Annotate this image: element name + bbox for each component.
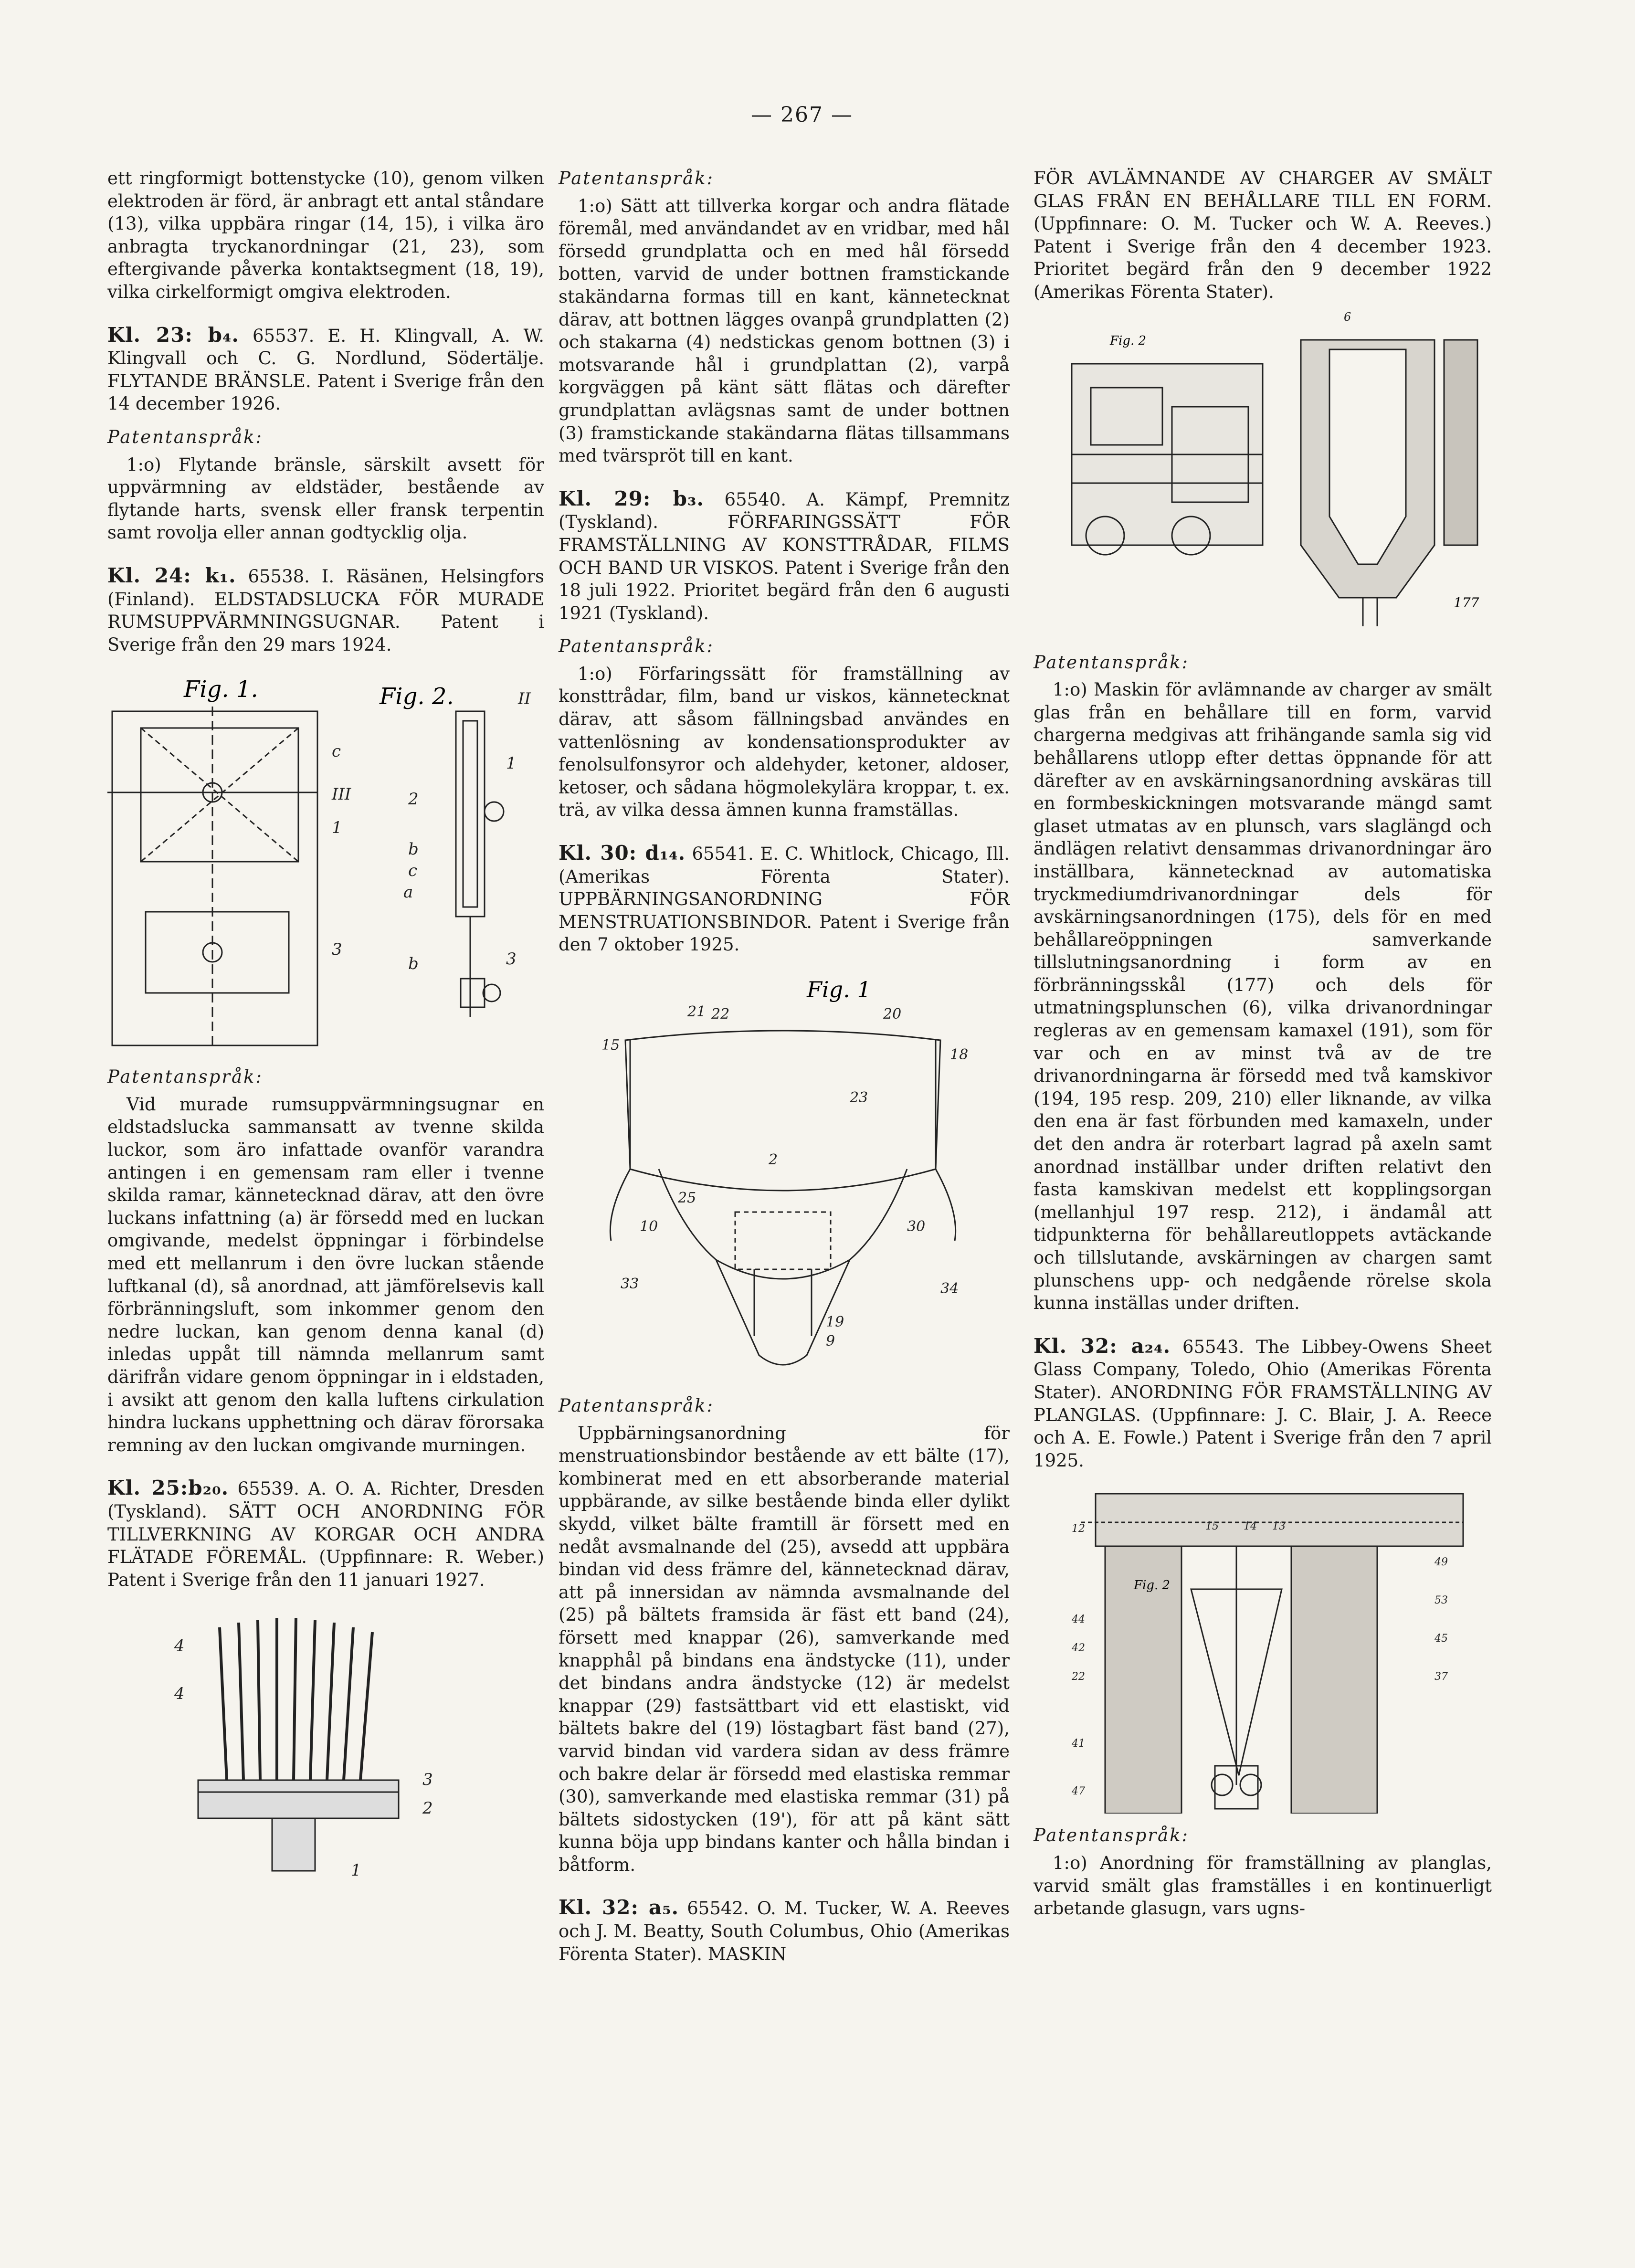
svg-text:12: 12: [1072, 1523, 1085, 1535]
svg-text:II: II: [518, 689, 531, 709]
svg-text:33: 33: [621, 1276, 639, 1292]
figure-stove-door: [107, 664, 544, 1055]
patent-heading: 65538. I. Räsänen, Helsingfors (Finland). ELDSTADSLUCKA FÖR MURADE RUMSUPPVÄRMNINGSUGNAR. Patent i Sverige från den 29 mars 1924.: [107, 566, 544, 655]
svg-text:3: 3: [506, 949, 517, 969]
fig-2-label: Fig. 2.: [380, 683, 454, 710]
furnace: [1081, 1494, 1463, 1814]
fig-callout: 6: [1344, 311, 1351, 324]
claims-label: Patentanspråk:: [559, 1395, 714, 1416]
claims-label: Patentanspråk:: [1034, 1825, 1189, 1846]
patent-heading: 65540. A. Kämpf, Premnitz (Tyskland). FÖRFARINGSSÄTT FÖR FRAMSTÄLLNING AV KONSTTRÅDAR, FILMS OCH BAND UR VISKOS. Patent i Sverige från den 18 juli 1922. Prioritet begärd från den 6 augusti 1921 (Tyskland).: [559, 489, 1010, 623]
svg-text:34: 34: [940, 1280, 959, 1297]
svg-text:2: 2: [408, 790, 419, 809]
patent-claim: Vid murade rumsuppvärmningsugnar en eldstadslucka sammansatt av tvenne skilda luckor, som äro infattade ovanför varandra antingen i en gemensam ram eller i tvenne skilda ramar, kännetecknad därav, att den övre luckans infattning (a) är försedd med en luckan omgivande, medelst öppningar i förbindelse med ett mellanrum i den övre luckan stående luftkanal (d), så anordnad, att jämförelsevis kall förbränningsluft, som inkommer genom den nedre luckan, kan genom denna kanal (d) inledas uppåt till nämnda mellanrum samt därifrån vidare genom öppningar in i eldstaden, i avsikt att genom den kalla luftens cirkulation hindra luckans upphettning och därav förorsaka remning av den luckan omgivande murningen.: [107, 1094, 544, 1456]
machine-right: [1301, 340, 1477, 626]
svg-text:4: 4: [174, 1636, 185, 1656]
fig-1-label: Fig. 1.: [184, 676, 258, 703]
machine-left: [1072, 364, 1263, 555]
stakes: [220, 1618, 372, 1780]
glass-machine-drawing: [1034, 311, 1492, 641]
svg-text:1: 1: [351, 1861, 361, 1880]
claims-label: Patentanspråk:: [1034, 652, 1189, 673]
figure-belt: [559, 964, 1010, 1384]
svg-text:18: 18: [950, 1046, 969, 1063]
figure-callouts: [331, 689, 531, 973]
base-plates: [198, 1780, 399, 1871]
column-2: [559, 167, 1010, 1965]
continued-claim: ett ringformigt bottenstycke (10), genom vilken elektroden är förd, är anbragt ett antal ståndare (13), vilka uppbära ringar (14, 15), i vilka äro anbragta tryckanordningar (21, 23), som eftergivande påverka kontaktsegment (18, 19), vilka cirkelformigt omgiva elektroden.: [107, 168, 544, 302]
fig-label: Fig. 2: [1110, 333, 1147, 348]
svg-text:2: 2: [422, 1799, 433, 1818]
claims-label: Patentanspråk:: [559, 168, 714, 189]
svg-text:10: 10: [640, 1218, 658, 1235]
patent-heading: 65539. A. O. A. Richter, Dresden (Tyskland). SÄTT OCH ANORDNING FÖR TILLVERKNING AV KORGAR OCH ANDRA FLÄTADE FÖREMÅL. (Uppfinnare: R. Weber.) Patent i Sverige från den 11 januari 1927.: [107, 1478, 544, 1590]
svg-text:9: 9: [826, 1333, 835, 1350]
class-code: Kl. 32: a₅.: [559, 1896, 679, 1920]
svg-text:41: 41: [1072, 1738, 1085, 1750]
svg-text:15: 15: [1205, 1520, 1219, 1533]
patent-heading: 65541. E. C. Whitlock, Chicago, Ill. (Amerikas Förenta Stater). UPPBÄRNINGSANORDNING FÖR MENSTRUATIONSBINDOR. Patent i Sverige från den 7 oktober 1925.: [559, 844, 1010, 955]
class-code: Kl. 23: b₄.: [107, 323, 240, 347]
patent-claim: 1:o) Maskin för avlämnande av charger av smält glas från en behållare till en form, varvid chargerna medgivas att frihängande samla sig vid behållarens utlopp efter dettas öppnande för att därefter av en avskärningsanordning avskäras till en formbeskickningen motsvarande mängd samt glaset utmatas av en plunsch, vars slaglängd och ändlägen relativt densammas drivanordningar äro inställbara, kännetecknad av automatiska tryckmediumdrivanordningar dels för avskärningsanordningen (175), dels för en med behållareöppningen samverkande tillslutningsanordning i form av en förbränningsskål (177) och dels för utmatningsplunschen (6), vilka drivanordningar regleras av en gemensam kamaxel (191), som för var och en av minst två av de tre drivanordningarna är försedd med två kamskivor (194, 195 resp. 209, 210) eller liknande, av vilka den ena är fast förbunden med kamaxeln, under det den andra är roterbart lagrad på axeln samt anordnad inställbar under driften relativt den fasta kamskivan medelst ett kopplingsorgan (mellanhjul 197 resp. 212), i ändamål att tidpunkterna för behållareutloppets avtäckande och tillslutande, avskärningen av chargen samt plunschens upp- och nedgående rörelse skola kunna inställas under driften.: [1034, 679, 1492, 1314]
fig-2-side-view: [456, 711, 504, 1017]
svg-text:a: a: [403, 883, 413, 902]
svg-text:23: 23: [850, 1089, 868, 1106]
figure-basket-weaving: [107, 1599, 544, 1885]
svg-text:20: 20: [883, 1006, 902, 1023]
patent-entry-65538: [107, 564, 544, 656]
svg-text:44: 44: [1072, 1614, 1085, 1626]
patent-claim: 1:o) Flytande bränsle, särskilt avsett för uppvärmning av eldstäder, bestående av flytande harts, svensk eller fransk terpentin samt rovolja eller annan godtycklig olja.: [107, 454, 544, 543]
svg-text:25: 25: [678, 1190, 696, 1206]
svg-text:53: 53: [1435, 1594, 1448, 1607]
patent-heading: 65543. The Libbey-Owens Sheet Glass Company, Toledo, Ohio (Amerikas Förenta Stater). ANORDNING FÖR FRAMSTÄLLNING AV PLANGLAS. (Uppfinnare: J. C. Blair, J. A. Reece och A. E. Fowle.) Patent i Sverige från den 7 april 1925.: [1034, 1336, 1492, 1471]
patent-claim: Uppbärningsanordning för menstruationsbindor bestående av ett bälte (17), kombinerat med en ett absorberande material uppbärande, av silke bestående binda eller dylikt skydd, vilket bälte framtill är försett med en nedåt avsmalnande del (25), avsedd att uppbära bindan vid dess främre del, kännetecknad därav, att på innersidan av nämnda avsmalnande del (25) på bältets framsida är fäst ett band (24), försett med knappar (26), samverkande med knapphål på bindans ena ändstycke (11), under det bindans andra ändstycke (12) är medelst knappar (29) fastsättbart vid ett elastiskt, vid bältets bakre del (19) löstagbart fäst band (27), varvid bindan vid vardera sidan av dess främre och bakre delar är försedd med elastiska remmar (30), samverkande med elastiska remmar (31) på bältets sidostycken (19'), för att på känt sätt kunna böja upp bindans kanter och hålla bindan i båtform.: [559, 1423, 1010, 1875]
plate-glass-drawing: [1034, 1479, 1492, 1814]
column-3: [1034, 167, 1492, 1920]
patent-entry-65537: [107, 324, 544, 415]
svg-text:49: 49: [1435, 1556, 1448, 1569]
svg-text:22: 22: [711, 1006, 730, 1023]
svg-text:19: 19: [826, 1314, 844, 1330]
svg-text:47: 47: [1072, 1785, 1085, 1798]
claims-label: Patentanspråk:: [107, 426, 263, 447]
continued-heading: FÖR AVLÄMNANDE AV CHARGER AV SMÄLT GLAS FRÅN EN BEHÅLLARE TILL EN FORM. (Uppfinnare: O. M. Tucker och W. A. Reeves.) Patent i Sverige från den 4 december 1923. Prioritet begärd från den 9 december 1922 (Amerikas Förenta Stater).: [1034, 168, 1492, 302]
page-number: — 267 —: [751, 103, 853, 127]
basket-drawing: [107, 1599, 544, 1885]
svg-text:15: 15: [601, 1037, 620, 1054]
svg-text:b: b: [408, 954, 419, 974]
patent-entry-65541: [559, 842, 1010, 956]
patent-heading: 65542. O. M. Tucker, W. A. Reeves och J. M. Beatty, South Columbus, Ohio (Amerikas Förenta Stater). MASKIN: [559, 1898, 1010, 1964]
class-code: Kl. 25:b₂₀.: [107, 1476, 229, 1500]
svg-text:14: 14: [1244, 1520, 1257, 1533]
figure-plate-glass: [1034, 1479, 1492, 1814]
patent-entry-65539: [107, 1477, 544, 1591]
class-code: Kl. 30: d₁₄.: [559, 841, 686, 865]
svg-text:b: b: [408, 840, 419, 859]
svg-text:3: 3: [422, 1770, 433, 1790]
svg-text:42: 42: [1072, 1642, 1085, 1655]
svg-text:c: c: [332, 742, 341, 761]
fig-1-front-view: [107, 707, 317, 1050]
svg-text:3: 3: [332, 940, 342, 960]
class-code: Kl. 32: a₂₄.: [1034, 1334, 1171, 1358]
svg-text:1: 1: [332, 818, 342, 838]
patent-entry-65542: [559, 1896, 1010, 1965]
belt-shape: [610, 1031, 955, 1365]
patent-claim: 1:o) Sätt att tillverka korgar och andra flätade föremål, med användandet av en vridbar, med hål försedd grundplatta och en med hål försedd botten, varvid de under bottnen framstickande stakändarna formas till en kant, kännetecknat därav, att bottnen lägges ovanpå grundplatten (2) och stakarna (4) nedstickas genom bottnen (3) i motsvarande hål i grundplattan (2), varpå korgväggen på känt sätt flätas och därefter grundplattan avlägsnas samt de under bottnen (3) framstickande stakändarna flätas tillsammans med tvärspröt till en kant.: [559, 195, 1010, 466]
patent-entry-65543: [1034, 1335, 1492, 1472]
belt-drawing: [559, 964, 1010, 1384]
claims-label: Patentanspråk:: [559, 636, 714, 657]
svg-text:2: 2: [769, 1151, 778, 1168]
svg-text:4: 4: [174, 1684, 185, 1704]
fig-label: Fig. 1: [807, 977, 871, 1002]
svg-text:13: 13: [1272, 1520, 1286, 1533]
patent-entry-65540: [559, 487, 1010, 625]
svg-text:30: 30: [907, 1218, 926, 1235]
class-code: Kl. 29: b₃.: [559, 486, 705, 510]
svg-text:45: 45: [1435, 1633, 1448, 1645]
fig-callout-177: 177: [1454, 594, 1479, 611]
svg-text:1: 1: [506, 754, 517, 773]
stove-door-drawing: [107, 664, 544, 1055]
patent-claim: 1:o) Anordning för framställning av planglas, varvid smält glas framställes i en kontinuerligt arbetande glasugn, vars ugns-: [1034, 1852, 1492, 1919]
class-code: Kl. 24: k₁.: [107, 563, 236, 587]
svg-text:37: 37: [1435, 1671, 1448, 1683]
patent-heading: 65537. E. H. Klingvall, A. W. Klingvall och C. G. Nordlund, Södertälje. FLYTANDE BRÄNSLE. Patent i Sverige från den 14 december 1926.: [107, 325, 544, 414]
svg-text:III: III: [332, 785, 351, 804]
fig-label: Fig. 2: [1134, 1578, 1171, 1593]
svg-text:22: 22: [1072, 1671, 1085, 1683]
claims-label: Patentanspråk:: [107, 1066, 263, 1087]
figure-glass-machine: [1034, 311, 1492, 641]
column-1: [107, 167, 544, 1891]
svg-text:c: c: [408, 861, 418, 881]
patent-claim: 1:o) Förfaringssätt för framställning av konsttrådar, film, band ur viskos, kännetecknat därav, att såsom fällningsbad användes en vattenlösning av kondensationsprodukter av fenolsulfonsyror och aldehyder, ketoner, aldoser, ketoser, och sådana högmolekylära kroppar, t. ex. trä, av vilka dessa ämnen kunna framställas.: [559, 663, 1010, 821]
svg-text:21: 21: [687, 1003, 706, 1020]
